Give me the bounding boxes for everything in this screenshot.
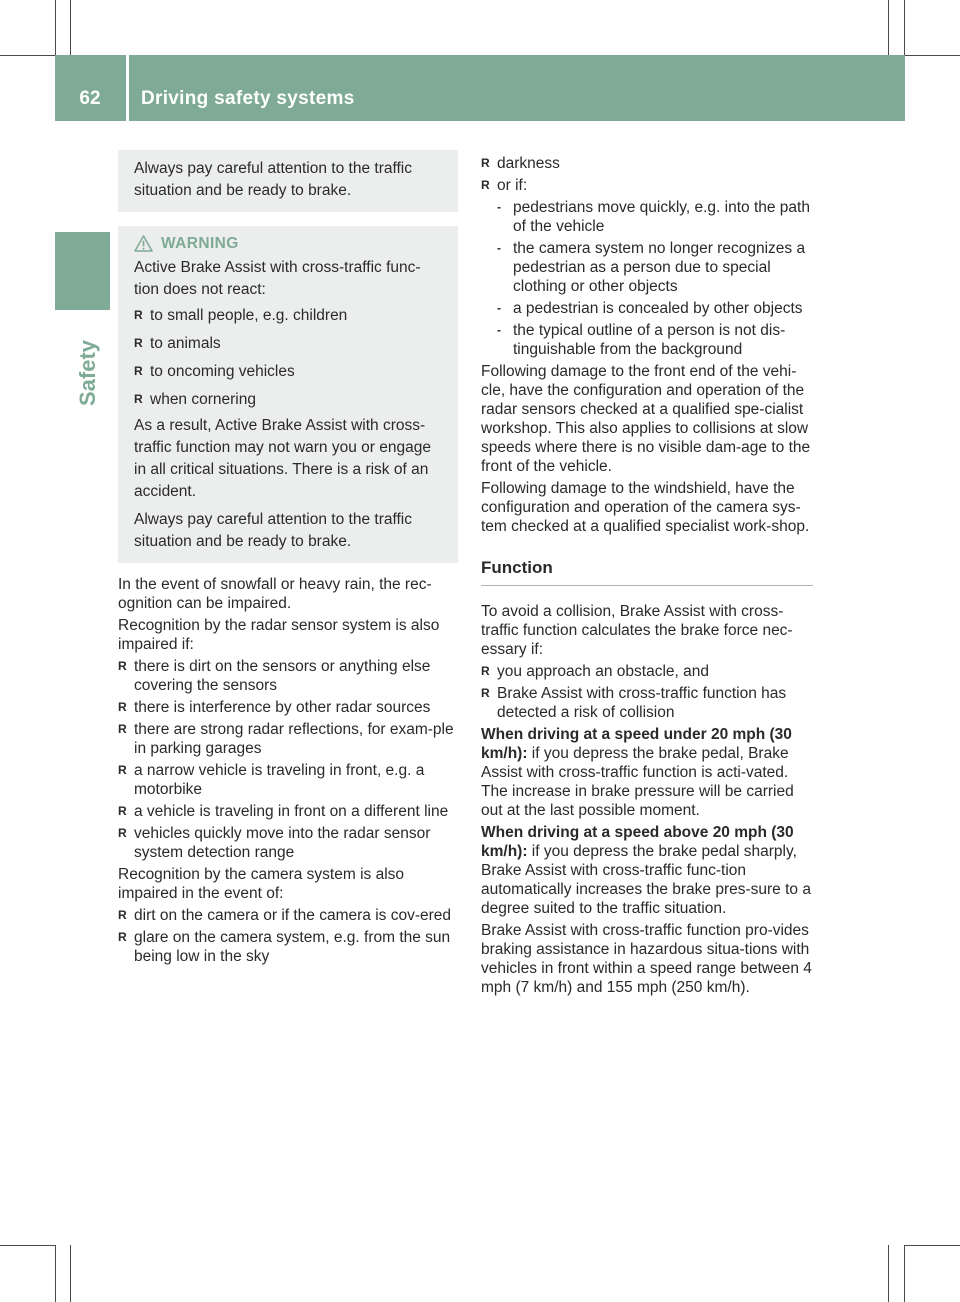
list-item-label: or if: [497, 177, 528, 194]
crop-mark [888, 1245, 889, 1302]
crop-mark [904, 1245, 905, 1302]
paragraph: Following damage to the front end of the vehi-cle, have the configuration and operation of the radar sensors checked at a qualified spe-cialist workshop. This also applies to collisions at slow speeds where there is no visible dam-age to the front of the vehicle. [481, 363, 811, 475]
bold-label: When driving at a speed under 20 mph (30 km/h): [481, 726, 792, 762]
section-heading-function: Function [481, 558, 813, 586]
paragraph [481, 725, 813, 820]
list-item: R to small people, e.g. children [134, 303, 442, 328]
crop-mark [55, 1245, 56, 1302]
warning-header [134, 234, 442, 253]
list-item: R Brake Assist with cross-traffic function has detected a risk of collision [481, 684, 813, 722]
sub-list-item: - pedestrians move quickly, e.g. into the path of the vehicle [497, 198, 813, 236]
note-box [118, 150, 458, 212]
paragraph: Brake Assist with cross-traffic function pro-vides braking assistance in hazardous situa-tions with vehicles in front within a speed range between 4 mph (7 km/h) and 155 mph (250 km/h). [481, 922, 812, 996]
left-column [118, 150, 458, 969]
list-item: R there are strong radar reflections, for exam-ple in parking garages [118, 720, 458, 758]
warning-box [118, 226, 458, 563]
crop-mark [70, 0, 71, 55]
page-number: 62 [79, 88, 101, 109]
crop-mark [888, 0, 889, 55]
list-item: R there is dirt on the sensors or anything else covering the sensors [118, 657, 458, 695]
list-item: R glare on the camera system, e.g. from the sun being low in the sky [118, 928, 458, 966]
list-item: R dirt on the camera or if the camera is cov-ered [118, 906, 458, 925]
warning-heading: WARNING [161, 235, 239, 252]
page-title: Driving safety systems [141, 88, 355, 109]
list-item: R darkness [481, 154, 813, 173]
list-item [481, 176, 813, 359]
paragraph [481, 823, 813, 918]
paragraph: In the event of snowfall or heavy rain, the rec-ognition can be impaired. [118, 576, 432, 612]
crop-mark [70, 1245, 71, 1302]
paragraph: Recognition by the camera system is also impaired in the event of: [118, 866, 405, 902]
crop-mark [905, 55, 960, 56]
paragraph: To avoid a collision, Brake Assist with cross-traffic function calculates the brake force nec-essary if: [481, 603, 793, 658]
paragraph: Recognition by the radar sensor system is also impaired if: [118, 617, 440, 653]
crop-mark [904, 0, 905, 55]
list-item: R there is interference by other radar sources [118, 698, 458, 717]
section-tab-label: Safety [75, 339, 100, 406]
warning-paragraph: As a result, Active Brake Assist with cross-traffic function may not warn you or engage in all critical situations. There is a risk of an accident. [134, 417, 431, 500]
section-tab-marker [55, 232, 110, 310]
paragraph-text: if you depress the brake pedal, Brake Assist with cross-traffic function is acti-vated. The increase in brake pressure will be carried out at the last possible moment. [481, 745, 794, 819]
list-item: R you approach an obstacle, and [481, 662, 813, 681]
list-item: R when cornering [134, 387, 442, 412]
sub-list [497, 198, 813, 359]
crop-mark [55, 0, 56, 55]
conditions-list [481, 154, 813, 359]
note-text: Always pay careful attention to the traffic situation and be ready to brake. [134, 160, 413, 199]
list-item: R vehicles quickly move into the radar sensor system detection range [118, 824, 458, 862]
crop-mark [0, 55, 55, 56]
warning-list [134, 303, 442, 412]
radar-list [118, 657, 458, 862]
list-item: R a narrow vehicle is traveling in front, e.g. a motorbike [118, 761, 458, 799]
list-item: R to oncoming vehicles [134, 359, 442, 384]
warning-paragraph: Always pay careful attention to the traffic situation and be ready to brake. [134, 511, 413, 550]
warning-intro: Active Brake Assist with cross-traffic func-tion does not react: [134, 259, 421, 298]
camera-list [118, 906, 458, 966]
right-column [481, 152, 813, 1000]
list-item: R a vehicle is traveling in front on a different line [118, 802, 458, 821]
header-divider [126, 55, 129, 121]
crop-mark [905, 1245, 960, 1246]
function-list [481, 662, 813, 722]
section-tab [68, 325, 108, 420]
sub-list-item: - the camera system no longer recognizes a pedestrian as a person due to special clothing or other objects [497, 239, 813, 296]
crop-mark [0, 1245, 55, 1246]
list-item: R to animals [134, 331, 442, 356]
warning-triangle-icon [134, 235, 153, 252]
paragraph: Following damage to the windshield, have the configuration and operation of the camera sys-tem checked at a qualified specialist work-shop. [481, 480, 810, 535]
sub-list-item: - the typical outline of a person is not dis-tinguishable from the background [497, 321, 813, 359]
left-body [118, 575, 458, 966]
paragraph-text: if you depress the brake pedal sharply, Brake Assist with cross-traffic func-tion automatically increases the brake pres-sure to a degree suited to the traffic situation. [481, 843, 811, 917]
sub-list-item: - a pedestrian is concealed by other objects [497, 299, 813, 318]
bold-label: When driving at a speed above 20 mph (30 km/h): [481, 824, 794, 860]
